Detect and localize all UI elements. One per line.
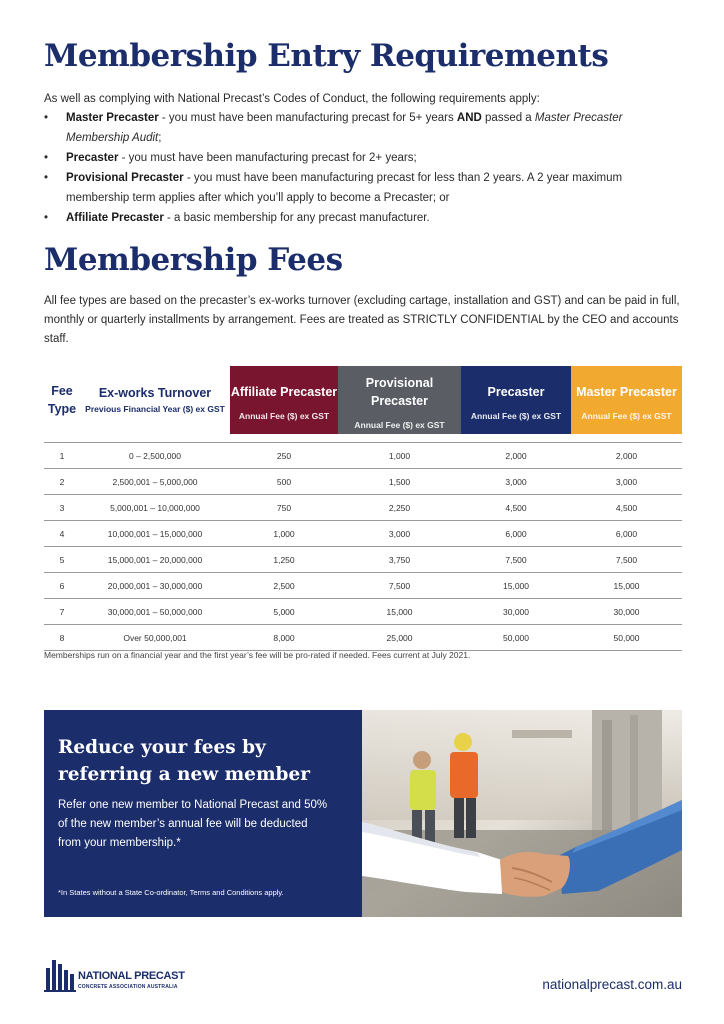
cell-type: 8 xyxy=(44,625,80,651)
tier-label: Master Precaster xyxy=(576,385,677,399)
cell-master: 50,000 xyxy=(571,625,682,651)
requirement-text: - you must have been manufacturing precast for 5+ years xyxy=(158,112,457,124)
tier-label: Affiliate Precaster xyxy=(230,385,338,399)
logo-buildings-icon xyxy=(44,958,76,992)
requirement-name: Provisional Precaster xyxy=(66,172,184,184)
cell-precaster: 15,000 xyxy=(461,573,571,599)
promo-body: Refer one new member to National Precast and 50% of the new member’s annual fee will be deducted from your membership.* xyxy=(58,799,328,849)
cell-type: 6 xyxy=(44,573,80,599)
cell-precaster: 50,000 xyxy=(461,625,571,651)
cell-provisional: 2,250 xyxy=(338,495,461,521)
cell-provisional: 3,750 xyxy=(338,547,461,573)
requirement-name: Precaster xyxy=(66,152,119,164)
table-row xyxy=(44,469,682,495)
cell-master: 4,500 xyxy=(571,495,682,521)
cell-provisional: 15,000 xyxy=(338,599,461,625)
affiliate-header xyxy=(230,366,338,434)
tier-label: Precaster xyxy=(487,385,545,399)
turnover-sublabel: Previous Financial Year ($) ex GST xyxy=(85,404,225,414)
tier-label: Provisional Precaster xyxy=(365,376,434,408)
header-divider xyxy=(44,434,682,443)
cell-precaster: 4,500 xyxy=(461,495,571,521)
promo-panel xyxy=(44,710,362,917)
table-row xyxy=(44,573,682,599)
fee-type-label: Fee xyxy=(51,384,73,398)
cell-affiliate: 1,250 xyxy=(230,547,338,573)
cell-type: 2 xyxy=(44,469,80,495)
requirement-text: passed a xyxy=(481,112,535,124)
master-header xyxy=(571,366,682,434)
table-header-row xyxy=(44,366,682,434)
cell-turnover: 5,000,001 – 10,000,000 xyxy=(80,495,230,521)
tier-sublabel: Annual Fee ($) ex GST xyxy=(470,411,562,421)
requirement-emphasis: AND xyxy=(456,112,482,124)
promo-title: Reduce your fees by referring a new member xyxy=(58,737,310,785)
cell-provisional: 1,500 xyxy=(338,469,461,495)
requirement-precaster xyxy=(44,148,684,168)
referral-promo xyxy=(44,710,682,917)
fee-rows xyxy=(44,434,682,651)
cell-affiliate: 5,000 xyxy=(230,599,338,625)
cell-turnover: 15,000,001 – 20,000,000 xyxy=(80,547,230,573)
precaster-header xyxy=(461,366,571,434)
cell-affiliate: 1,000 xyxy=(230,521,338,547)
handshake-photo-svg xyxy=(362,710,682,917)
cell-provisional: 25,000 xyxy=(338,625,461,651)
cell-type: 3 xyxy=(44,495,80,521)
cell-provisional: 7,500 xyxy=(338,573,461,599)
cell-provisional: 3,000 xyxy=(338,521,461,547)
requirement-text: ; xyxy=(158,132,162,144)
cell-precaster: 30,000 xyxy=(461,599,571,625)
entry-intro: As well as complying with National Precast’s Codes of Conduct, the following requirements apply: xyxy=(44,93,540,105)
table-row xyxy=(44,521,682,547)
cell-turnover: 30,000,001 – 50,000,000 xyxy=(80,599,230,625)
cell-precaster: 3,000 xyxy=(461,469,571,495)
logo-name: NATIONAL PRECAST xyxy=(78,970,185,982)
turnover-label: Ex-works Turnover xyxy=(98,386,212,400)
cell-affiliate: 2,500 xyxy=(230,573,338,599)
promo-note: *In States without a State Co-ordinator, Terms and Conditions apply. xyxy=(58,888,284,897)
cell-master: 7,500 xyxy=(571,547,682,573)
fees-table xyxy=(44,366,682,651)
cell-turnover: 2,500,001 – 5,000,000 xyxy=(80,469,230,495)
cell-type: 7 xyxy=(44,599,80,625)
website-link[interactable]: nationalprecast.com.au xyxy=(542,977,682,992)
divider-cell xyxy=(44,434,682,443)
requirement-affiliate xyxy=(44,208,684,228)
cell-precaster: 2,000 xyxy=(461,443,571,469)
tier-sublabel: Annual Fee ($) ex GST xyxy=(354,420,445,430)
cell-master: 30,000 xyxy=(571,599,682,625)
cell-master: 3,000 xyxy=(571,469,682,495)
cell-type: 4 xyxy=(44,521,80,547)
tier-sublabel: Annual Fee ($) ex GST xyxy=(238,411,330,421)
cell-turnover: 20,000,001 – 30,000,000 xyxy=(80,573,230,599)
fee-type-label: Type xyxy=(47,402,77,416)
logo-tagline: CONCRETE ASSOCIATION AUSTRALIA xyxy=(78,984,178,990)
table-row xyxy=(44,443,682,469)
requirement-name: Affiliate Precaster xyxy=(66,212,164,224)
cell-precaster: 6,000 xyxy=(461,521,571,547)
cell-turnover: 0 – 2,500,000 xyxy=(80,443,230,469)
membership-fees-heading: Membership Fees xyxy=(44,242,343,278)
table-row xyxy=(44,495,682,521)
fees-intro: All fee types are based on the precaster’s ex-works turnover (excluding cartage, installation and GST) and can be paid in full, monthly or quarterly installments by arrangement. Fees are treated as STRICTLY CONFIDENTIAL by the CEO and accounts staff. xyxy=(44,295,680,345)
cell-master: 6,000 xyxy=(571,521,682,547)
requirement-audit: Master Precaster Membership Audit xyxy=(66,112,623,144)
handshake-photo-icon xyxy=(362,710,682,917)
cell-turnover: 10,000,001 – 15,000,000 xyxy=(80,521,230,547)
requirement-text: - a basic membership for any precast manufacturer. xyxy=(163,212,430,224)
cell-affiliate: 250 xyxy=(230,443,338,469)
turnover-header xyxy=(80,366,230,434)
cell-turnover: Over 50,000,001 xyxy=(80,625,230,651)
requirement-provisional xyxy=(44,168,684,208)
fee-type-header xyxy=(44,366,80,434)
tier-sublabel: Annual Fee ($) ex GST xyxy=(581,411,672,421)
cell-type: 5 xyxy=(44,547,80,573)
cell-affiliate: 500 xyxy=(230,469,338,495)
requirement-text: - you must have been manufacturing precast for less than 2 years. A 2 year maximum membership term applies after which you’ll apply to become a Precaster; or xyxy=(66,172,623,204)
cell-master: 2,000 xyxy=(571,443,682,469)
cell-provisional: 1,000 xyxy=(338,443,461,469)
fees-footnote: Memberships run on a financial year and the first year’s fee will be pro-rated if needed. Fees current at July 2021. xyxy=(44,650,471,660)
national-precast-logo xyxy=(44,958,184,994)
cell-affiliate: 750 xyxy=(230,495,338,521)
table-row xyxy=(44,599,682,625)
cell-affiliate: 8,000 xyxy=(230,625,338,651)
table-row xyxy=(44,625,682,651)
requirement-master xyxy=(44,108,684,148)
requirements-list xyxy=(44,108,684,228)
requirement-name: Master Precaster xyxy=(66,112,159,124)
table-row xyxy=(44,547,682,573)
provisional-header xyxy=(338,366,461,434)
cell-master: 15,000 xyxy=(571,573,682,599)
cell-precaster: 7,500 xyxy=(461,547,571,573)
entry-requirements-heading: Membership Entry Requirements xyxy=(44,38,609,74)
requirement-text: - you must have been manufacturing precast for 2+ years; xyxy=(118,152,417,164)
cell-type: 1 xyxy=(44,443,80,469)
